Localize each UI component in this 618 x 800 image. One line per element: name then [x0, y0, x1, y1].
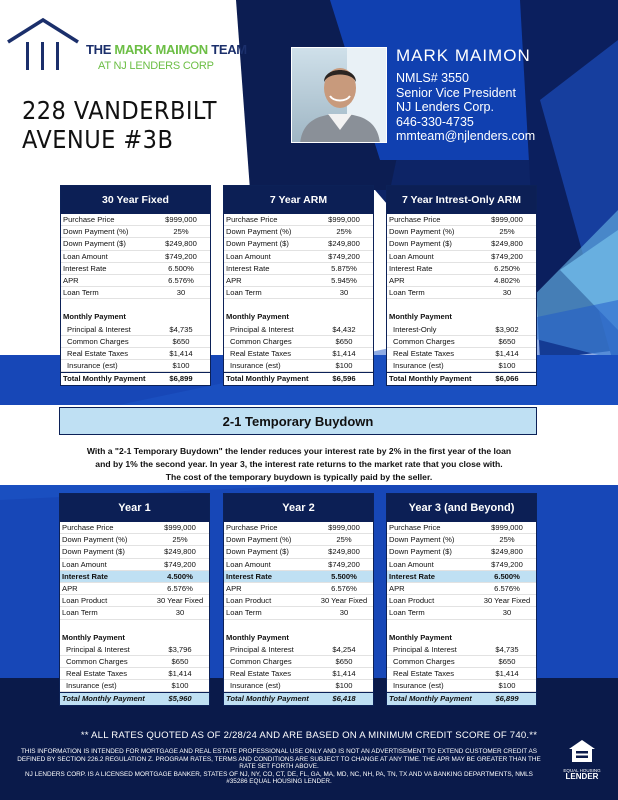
- row-term: Loan Term 30: [60, 607, 209, 619]
- row-total: Total Monthly Payment $6,899: [61, 372, 210, 385]
- row-apr: APR 4.802%: [387, 275, 536, 287]
- row-total: Total Monthly Payment $6,418: [224, 692, 373, 705]
- row-loan: Loan Amount $749,200: [387, 559, 536, 571]
- row-cc: Common Charges $650: [61, 336, 210, 348]
- row-ins: Insurance (est) $100: [387, 680, 536, 692]
- row-apr: APR 6.576%: [60, 583, 209, 595]
- monthly-payment-heading: Monthly Payment: [226, 632, 289, 642]
- disclaimer: THIS INFORMATION IS INTENDED FOR MORTGAGE AND REAL ESTATE PROFESSIONAL USE ONLY AND IS NOT AN ADVERTISEMENT TO EXTEND CUSTOMER CREDIT AS DEFINED BY SECTION 226.2 REGULATION Z. PROGRAM RATES, TERMS AND CONDITIONS ARE SUBJECT TO CHANGE AT ANY TIME. THE APR MAY BE GREATER THAN THE RATE SET FORTH ABOVE. NJ LENDERS CORP. IS A LICENSED MORTGAGE BANKER, STATES OF NJ, NY, CO, CT, DE, FL, GA, MA, MD, NC, NH, PA, TN, TX AND VA BANKING DEPARTMENTS, NMLS #35286 EQUAL HOUSING LENDER.: [17, 748, 541, 786]
- buydown-card-year-3: [386, 493, 537, 706]
- row-apr: APR 5.945%: [224, 275, 373, 287]
- row-ins: Insurance (est) $100: [61, 360, 210, 372]
- row-ins: Insurance (est) $100: [224, 360, 373, 372]
- loan-card-7yr-io-arm: [386, 185, 537, 386]
- card-title: Year 2: [224, 494, 373, 522]
- row-term: Loan Term 30: [387, 287, 536, 299]
- row-pi: Principal & Interest $3,796: [60, 644, 209, 656]
- agent-info: [396, 46, 535, 144]
- row-pi: Principal & Interest $4,735: [387, 644, 536, 656]
- row-loan: Loan Amount $749,200: [224, 251, 373, 263]
- row-total: Total Monthly Payment $6,066: [387, 372, 536, 385]
- row-cc: Common Charges $650: [387, 656, 536, 668]
- row-rate: Interest Rate 6.250%: [387, 263, 536, 275]
- row-rate: Interest Rate 6.500%: [387, 571, 536, 583]
- row-cc: Common Charges $650: [387, 336, 536, 348]
- row-term: Loan Term 30: [224, 607, 373, 619]
- row-tax: Real Estate Taxes $1,414: [387, 348, 536, 360]
- row-total: Total Monthly Payment $5,960: [60, 692, 209, 705]
- agent-name: MARK MAIMON: [396, 46, 531, 65]
- buydown-heading: 2-1 Temporary Buydown: [59, 407, 537, 435]
- row-cc: Common Charges $650: [60, 656, 209, 668]
- row-purchase: Purchase Price $999,000: [387, 214, 536, 226]
- row-ins: Insurance (est) $100: [224, 680, 373, 692]
- row-loan: Loan Amount $749,200: [61, 251, 210, 263]
- row-purchase: Purchase Price $999,000: [60, 522, 209, 534]
- property-address: 228 VANDERBILT AVENUE #3B: [22, 96, 218, 154]
- row-purchase: Purchase Price $999,000: [224, 214, 373, 226]
- row-down-amt: Down Payment ($) $249,800: [387, 546, 536, 558]
- row-total: Total Monthly Payment $6,596: [224, 372, 373, 385]
- row-loan: Loan Amount $749,200: [224, 559, 373, 571]
- row-down-amt: Down Payment ($) $249,800: [60, 546, 209, 558]
- row-interest-only: Interest-Only $3,902: [387, 324, 536, 336]
- monthly-payment-heading: Monthly Payment: [389, 632, 452, 642]
- row-apr: APR 6.576%: [387, 583, 536, 595]
- row-apr: APR 6.576%: [61, 275, 210, 287]
- monthly-payment-heading: Monthly Payment: [226, 312, 289, 322]
- row-loan: Loan Amount $749,200: [387, 251, 536, 263]
- row-ins: Insurance (est) $100: [60, 680, 209, 692]
- row-loan: Loan Amount $749,200: [60, 559, 209, 571]
- row-pi: Principal & Interest $4,254: [224, 644, 373, 656]
- row-product: Loan Product 30 Year Fixed: [224, 595, 373, 607]
- agent-phone: 646-330-4735: [396, 114, 474, 129]
- row-purchase: Purchase Price $999,000: [61, 214, 210, 226]
- row-rate: Interest Rate 4.500%: [60, 571, 209, 583]
- buydown-card-year-2: [223, 493, 374, 706]
- monthly-payment-heading: Monthly Payment: [62, 632, 125, 642]
- row-down-pct: Down Payment (%) 25%: [60, 534, 209, 546]
- row-product: Loan Product 30 Year Fixed: [387, 595, 536, 607]
- row-tax: Real Estate Taxes $1,414: [224, 668, 373, 680]
- row-down-pct: Down Payment (%) 25%: [387, 226, 536, 238]
- team-name: THE MARK MAIMON TEAM: [86, 42, 247, 57]
- loan-card-7yr-arm: [223, 185, 374, 386]
- loan-card-30yr-fixed: [60, 185, 211, 386]
- row-down-amt: Down Payment ($) $249,800: [387, 238, 536, 250]
- monthly-payment-heading: Monthly Payment: [389, 312, 452, 322]
- team-subtitle: AT NJ LENDERS CORP: [98, 60, 214, 72]
- row-down-pct: Down Payment (%) 25%: [224, 534, 373, 546]
- row-down-pct: Down Payment (%) 25%: [387, 534, 536, 546]
- row-total: Total Monthly Payment $6,899: [387, 692, 536, 705]
- agent-title: Senior Vice President: [396, 85, 516, 100]
- row-product: Loan Product 30 Year Fixed: [60, 595, 209, 607]
- card-title: Year 1: [60, 494, 209, 522]
- row-tax: Real Estate Taxes $1,414: [224, 348, 373, 360]
- row-rate: Interest Rate 6.500%: [61, 263, 210, 275]
- row-rate: Interest Rate 5.500%: [224, 571, 373, 583]
- agent-nmls: NMLS# 3550: [396, 71, 469, 85]
- agent-company: NJ Lenders Corp.: [396, 100, 494, 114]
- rates-note: ** ALL RATES QUOTED AS OF 2/28/24 AND ARE BASED ON A MINIMUM CREDIT SCORE OF 740.**: [80, 730, 538, 741]
- card-title: 30 Year Fixed: [61, 186, 210, 214]
- row-term: Loan Term 30: [387, 607, 536, 619]
- row-tax: Real Estate Taxes $1,414: [61, 348, 210, 360]
- row-purchase: Purchase Price $999,000: [387, 522, 536, 534]
- card-title: 7 Year ARM: [224, 186, 373, 214]
- monthly-payment-heading: Monthly Payment: [63, 312, 126, 322]
- row-tax: Real Estate Taxes $1,414: [60, 668, 209, 680]
- row-pi: Principal & Interest $4,432: [224, 324, 373, 336]
- row-purchase: Purchase Price $999,000: [224, 522, 373, 534]
- row-down-pct: Down Payment (%) 25%: [61, 226, 210, 238]
- agent-email: mmteam@njlenders.com: [396, 129, 536, 143]
- card-title: 7 Year Intrest-Only ARM: [387, 186, 536, 214]
- row-down-pct: Down Payment (%) 25%: [224, 226, 373, 238]
- equal-housing-logo: EQUAL HOUSING LENDER: [560, 739, 604, 779]
- agent-photo: [291, 47, 387, 143]
- row-pi: Principal & Interest $4,735: [61, 324, 210, 336]
- row-rate: Interest Rate 5.875%: [224, 263, 373, 275]
- row-down-amt: Down Payment ($) $249,800: [61, 238, 210, 250]
- equal-housing-icon: [568, 739, 596, 763]
- buydown-card-year-1: [59, 493, 210, 706]
- row-down-amt: Down Payment ($) $249,800: [224, 546, 373, 558]
- team-logo: [6, 16, 247, 78]
- row-cc: Common Charges $650: [224, 656, 373, 668]
- buydown-description: With a "2-1 Temporary Buydown" the lender reduces your interest rate by 2% in the first year of the loan and by 1% the second year. In year 3, the interest rate returns to the market rate that you close with. The cost of the temporary buydown is typically paid by the seller.: [86, 446, 512, 482]
- row-cc: Common Charges $650: [224, 336, 373, 348]
- row-ins: Insurance (est) $100: [387, 360, 536, 372]
- row-down-amt: Down Payment ($) $249,800: [224, 238, 373, 250]
- card-title: Year 3 (and Beyond): [387, 494, 536, 522]
- row-apr: APR 6.576%: [224, 583, 373, 595]
- row-tax: Real Estate Taxes $1,414: [387, 668, 536, 680]
- house-logo-icon: [6, 16, 86, 76]
- row-term: Loan Term 30: [61, 287, 210, 299]
- row-term: Loan Term 30: [224, 287, 373, 299]
